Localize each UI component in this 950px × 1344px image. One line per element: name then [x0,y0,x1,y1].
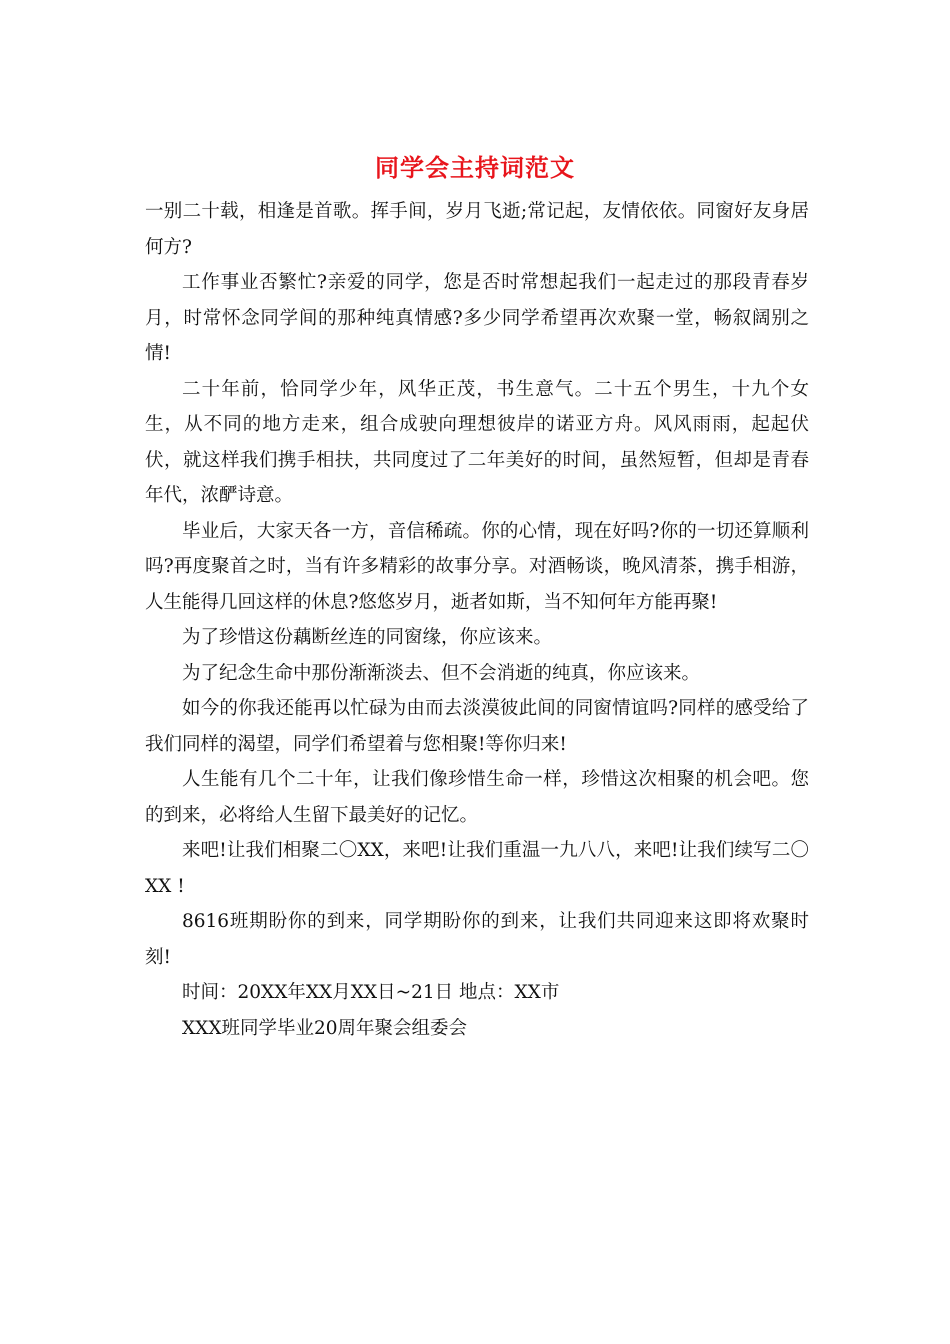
paragraph-come: 来吧!让我们相聚二〇XX，来吧!让我们重温一九八八，来吧!让我们续写二〇XX ! [145,840,809,897]
paragraph-class-invite: 8616班期盼你的到来，同学期盼你的到来，让我们共同迎来这即将欢聚时刻! [145,911,809,968]
paragraph-life: 人生能有几个二十年，让我们像珍惜生命一样，珍惜这次相聚的机会吧。您的到来，必将给人生留下最美好的记忆。 [145,769,809,826]
paragraph-today: 如今的你我还能再以忙碌为由而去淡漠彼此间的同窗情谊吗?同样的感受给了我们同样的渴望，同学们希望着与您相聚!等你归来! [145,698,809,755]
paragraph-time-place: 时间：20XX年XX月XX日~21日 地点：XX市 [182,982,560,1003]
paragraph-commemorate: 为了纪念生命中那份渐渐淡去、但不会消逝的纯真，你应该来。 [182,662,701,684]
paragraph-after-graduation: 毕业后，大家天各一方，音信稀疏。你的心情，现在好吗?你的一切还算顺利吗?再度聚首之时，当有许多精彩的故事分享。对酒畅谈，晚风清茶，携手相游，人生能得几回这样的休息?悠悠岁月，逝者如斯，当不知何年方能再聚! [145,520,809,613]
paragraph-cherish: 为了珍惜这份藕断丝连的同窗缘，你应该来。 [182,627,553,648]
paragraph-opening: 一别二十载，相逢是首歌。挥手间，岁月飞逝;常记起，友情依依。同窗好友身居何方? [145,201,809,258]
document-title: 同学会主持词范文 [375,153,575,182]
paragraph-twenty-years-ago: 二十年前，恰同学少年，风华正茂，书生意气。二十五个男生，十九个女生，从不同的地方走来，组合成驶向理想彼岸的诺亚方舟。风风雨雨，起起伏伏，就这样我们携手相扶，共同度过了二年美好的时间，虽然短暂，但却是青春年代，浓酽诗意。 [145,378,809,506]
paragraph-organizer: XXX班同学毕业20周年聚会组委会 [182,1017,468,1039]
document-body [145,194,809,1046]
paragraph-work: 工作事业否繁忙?亲爱的同学，您是否时常想起我们一起走过的那段青春岁月，时常怀念同学间的那种纯真情感?多少同学希望再次欢聚一堂，畅叙阔别之情! [145,272,809,364]
